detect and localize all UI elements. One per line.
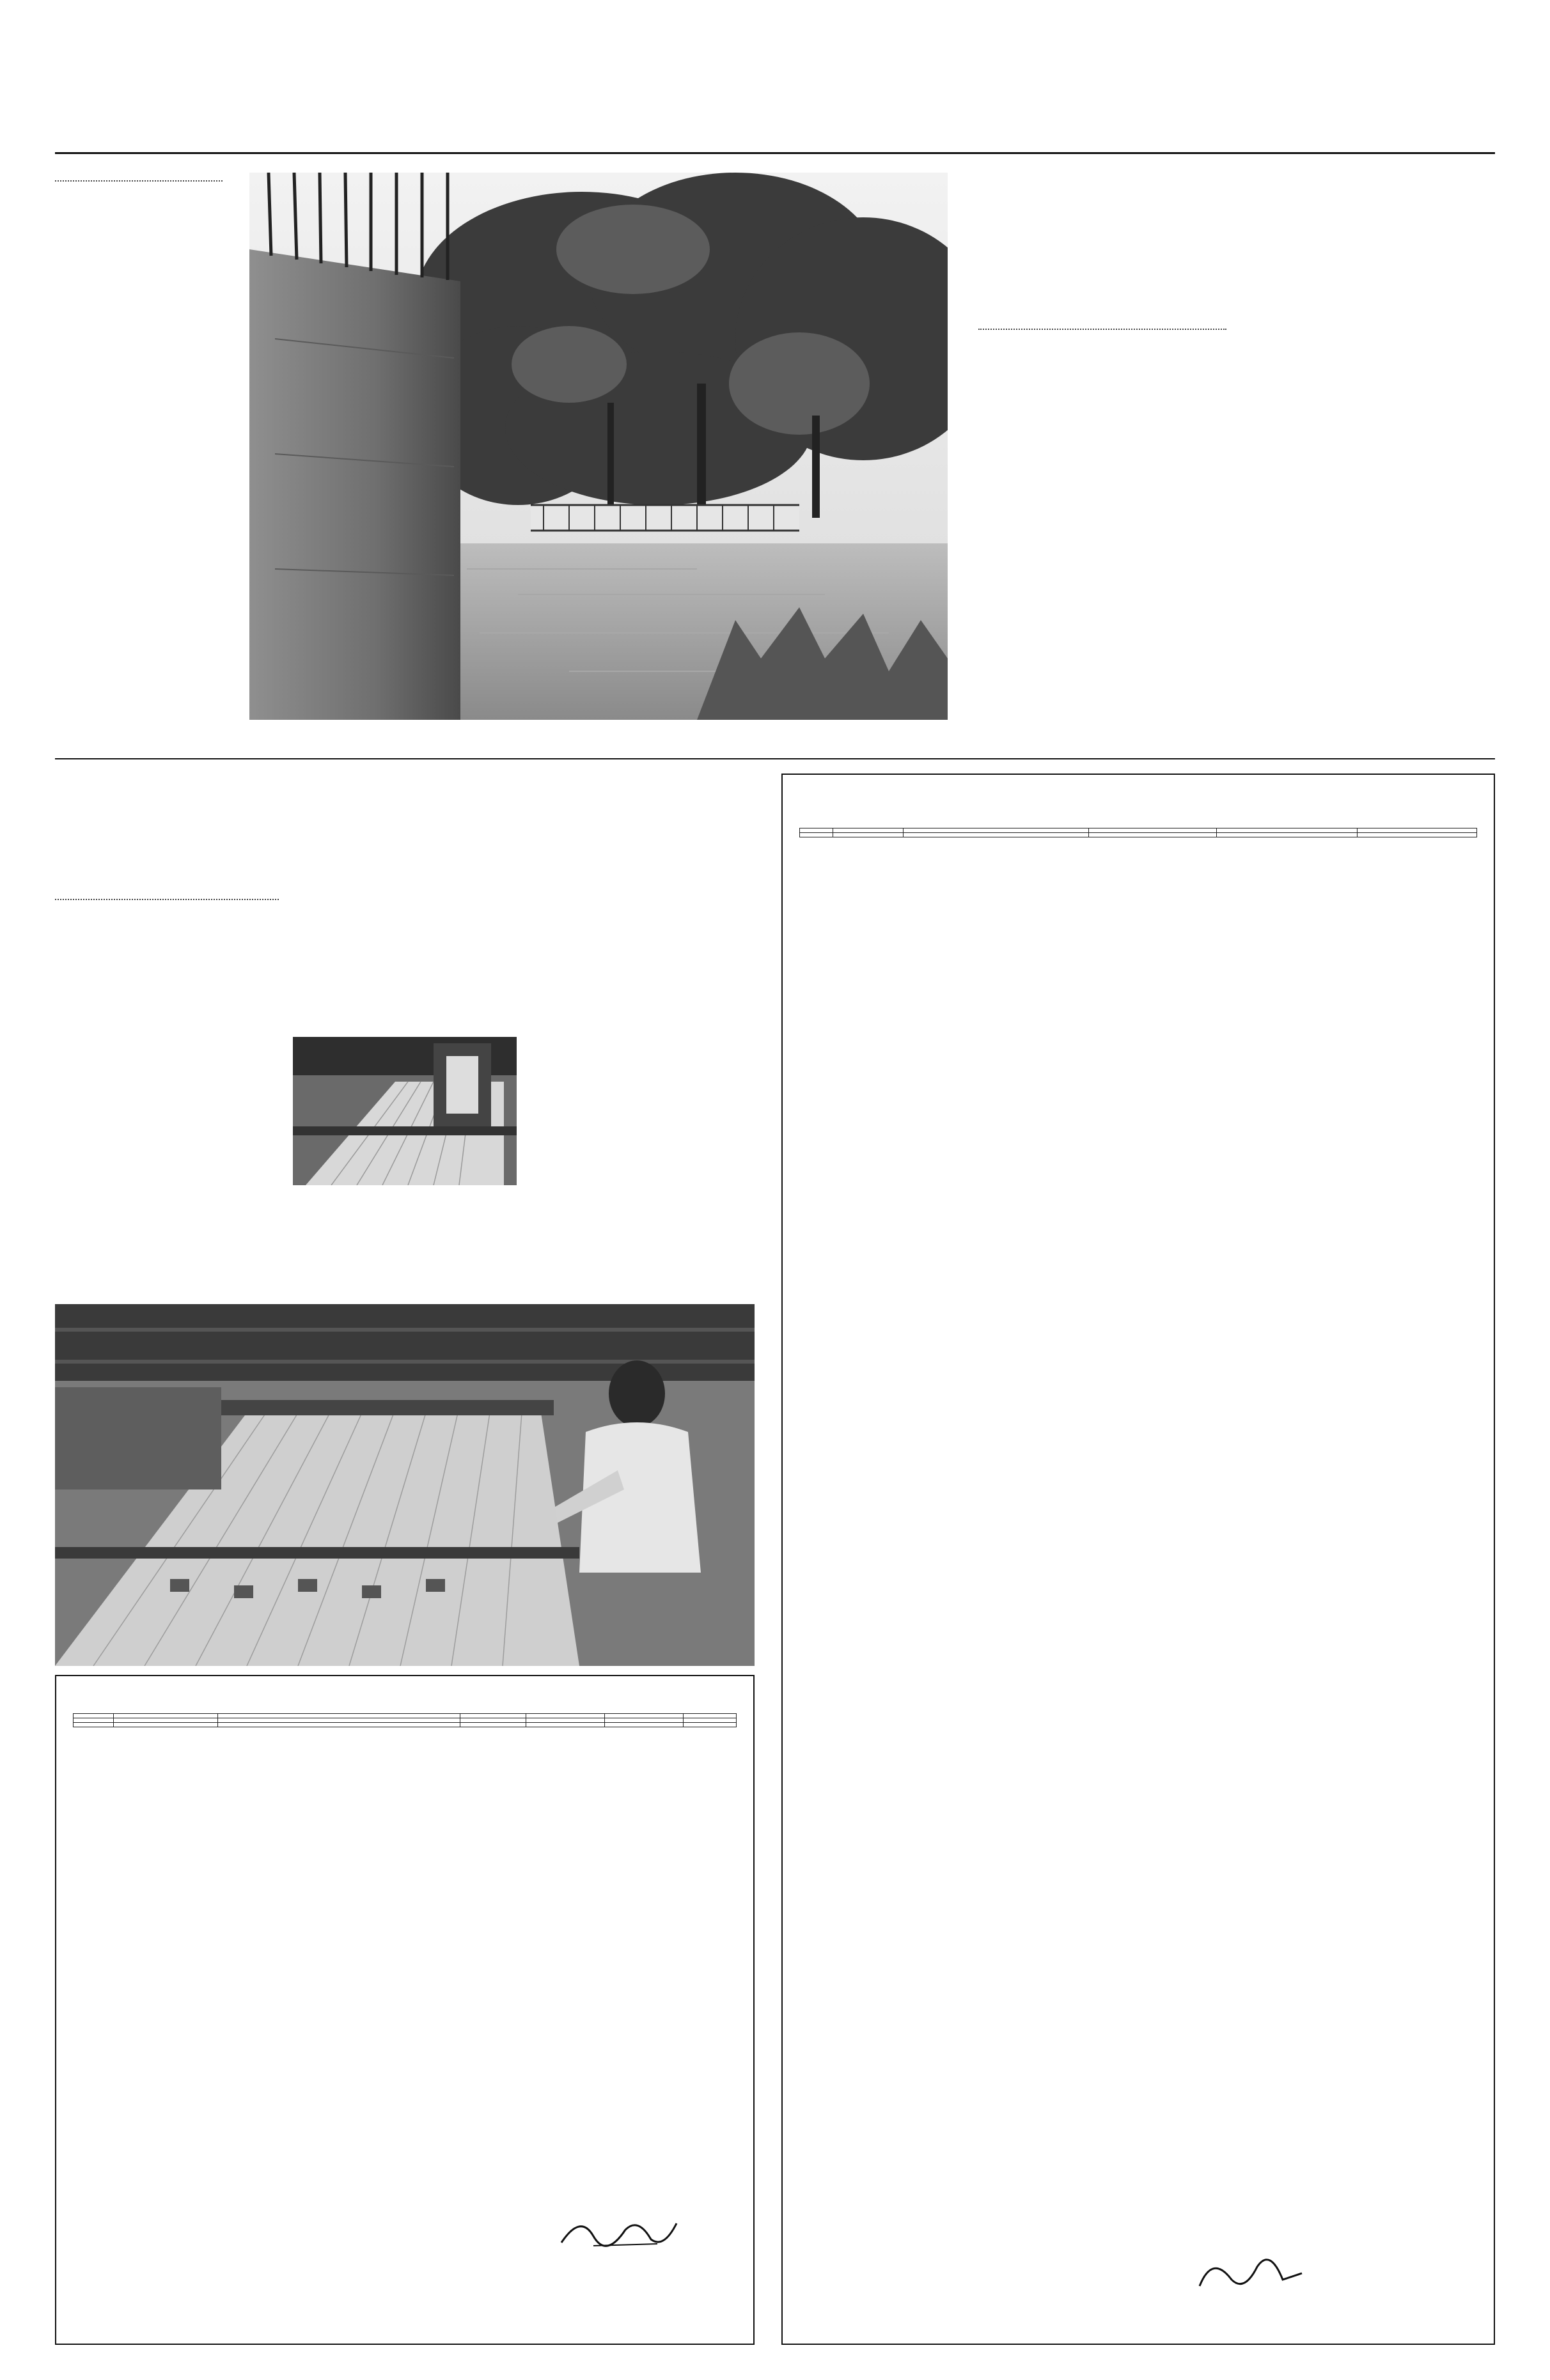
lged-tender-id [460,1718,526,1723]
table-row [74,1718,737,1723]
lged-close-date [605,1718,684,1723]
lged-header-cell [460,1714,526,1718]
cu-story [55,167,223,189]
dss-lot-header-cell [1358,828,1477,833]
masthead-rule [55,152,1495,154]
lged-tender-table [73,1713,737,1727]
canal-photo-illustration [249,173,948,720]
lged-header-cell [526,1714,605,1718]
canal-column-1 [978,325,1226,338]
canal-photo [249,173,948,720]
lged-sl [74,1718,114,1723]
loom-large-photo [55,1304,755,1666]
lged-sell-date [526,1723,605,1727]
lged-tender-notice [55,1675,755,2345]
loom-small-photo [293,1037,517,1185]
dss-signature-icon [1193,2248,1359,2299]
lged-method [684,1723,737,1727]
lged-close-date [605,1723,684,1727]
lged-signature-block [497,2211,740,2260]
lged-work [218,1718,460,1723]
dss-lot-location [1089,833,1217,837]
loom-small-illustration [293,1037,517,1185]
loom-large-illustration [55,1304,755,1666]
table-row [800,833,1477,837]
lged-package [114,1723,218,1727]
dss-lot-amount [1217,833,1358,837]
dss-lot-header-cell [1089,828,1217,833]
lged-header-cell [218,1714,460,1718]
dss-tender-notice [781,774,1495,2345]
lged-package [114,1718,218,1723]
dss-lot-time [1358,833,1477,837]
dss-lot-header-cell [1217,828,1358,833]
dss-lot-header [800,828,1477,833]
lged-table-header [74,1714,737,1718]
lged-sl [74,1723,114,1727]
lged-tender-id [460,1723,526,1727]
dss-lot-no [833,833,904,837]
dss-lot-ident [904,833,1089,837]
lged-signature-icon [555,2211,683,2255]
dss-lot-table [799,828,1477,837]
cu-byline [55,176,223,182]
canal-byline [978,325,1226,330]
section-divider [55,758,1495,759]
shawl-column-1 [55,895,279,908]
lged-work [218,1723,460,1727]
lged-sell-date [526,1718,605,1723]
lged-header-cell [605,1714,684,1718]
shawl-byline [55,895,279,900]
lged-header-cell [74,1714,114,1718]
table-row [74,1723,737,1727]
dss-lot-header-cell [833,828,904,833]
lged-header-cell [684,1714,737,1718]
dss-signature-block [1097,2248,1455,2299]
dss-lot-header-cell [904,828,1089,833]
lged-header-cell [114,1714,218,1718]
lged-method [684,1718,737,1723]
